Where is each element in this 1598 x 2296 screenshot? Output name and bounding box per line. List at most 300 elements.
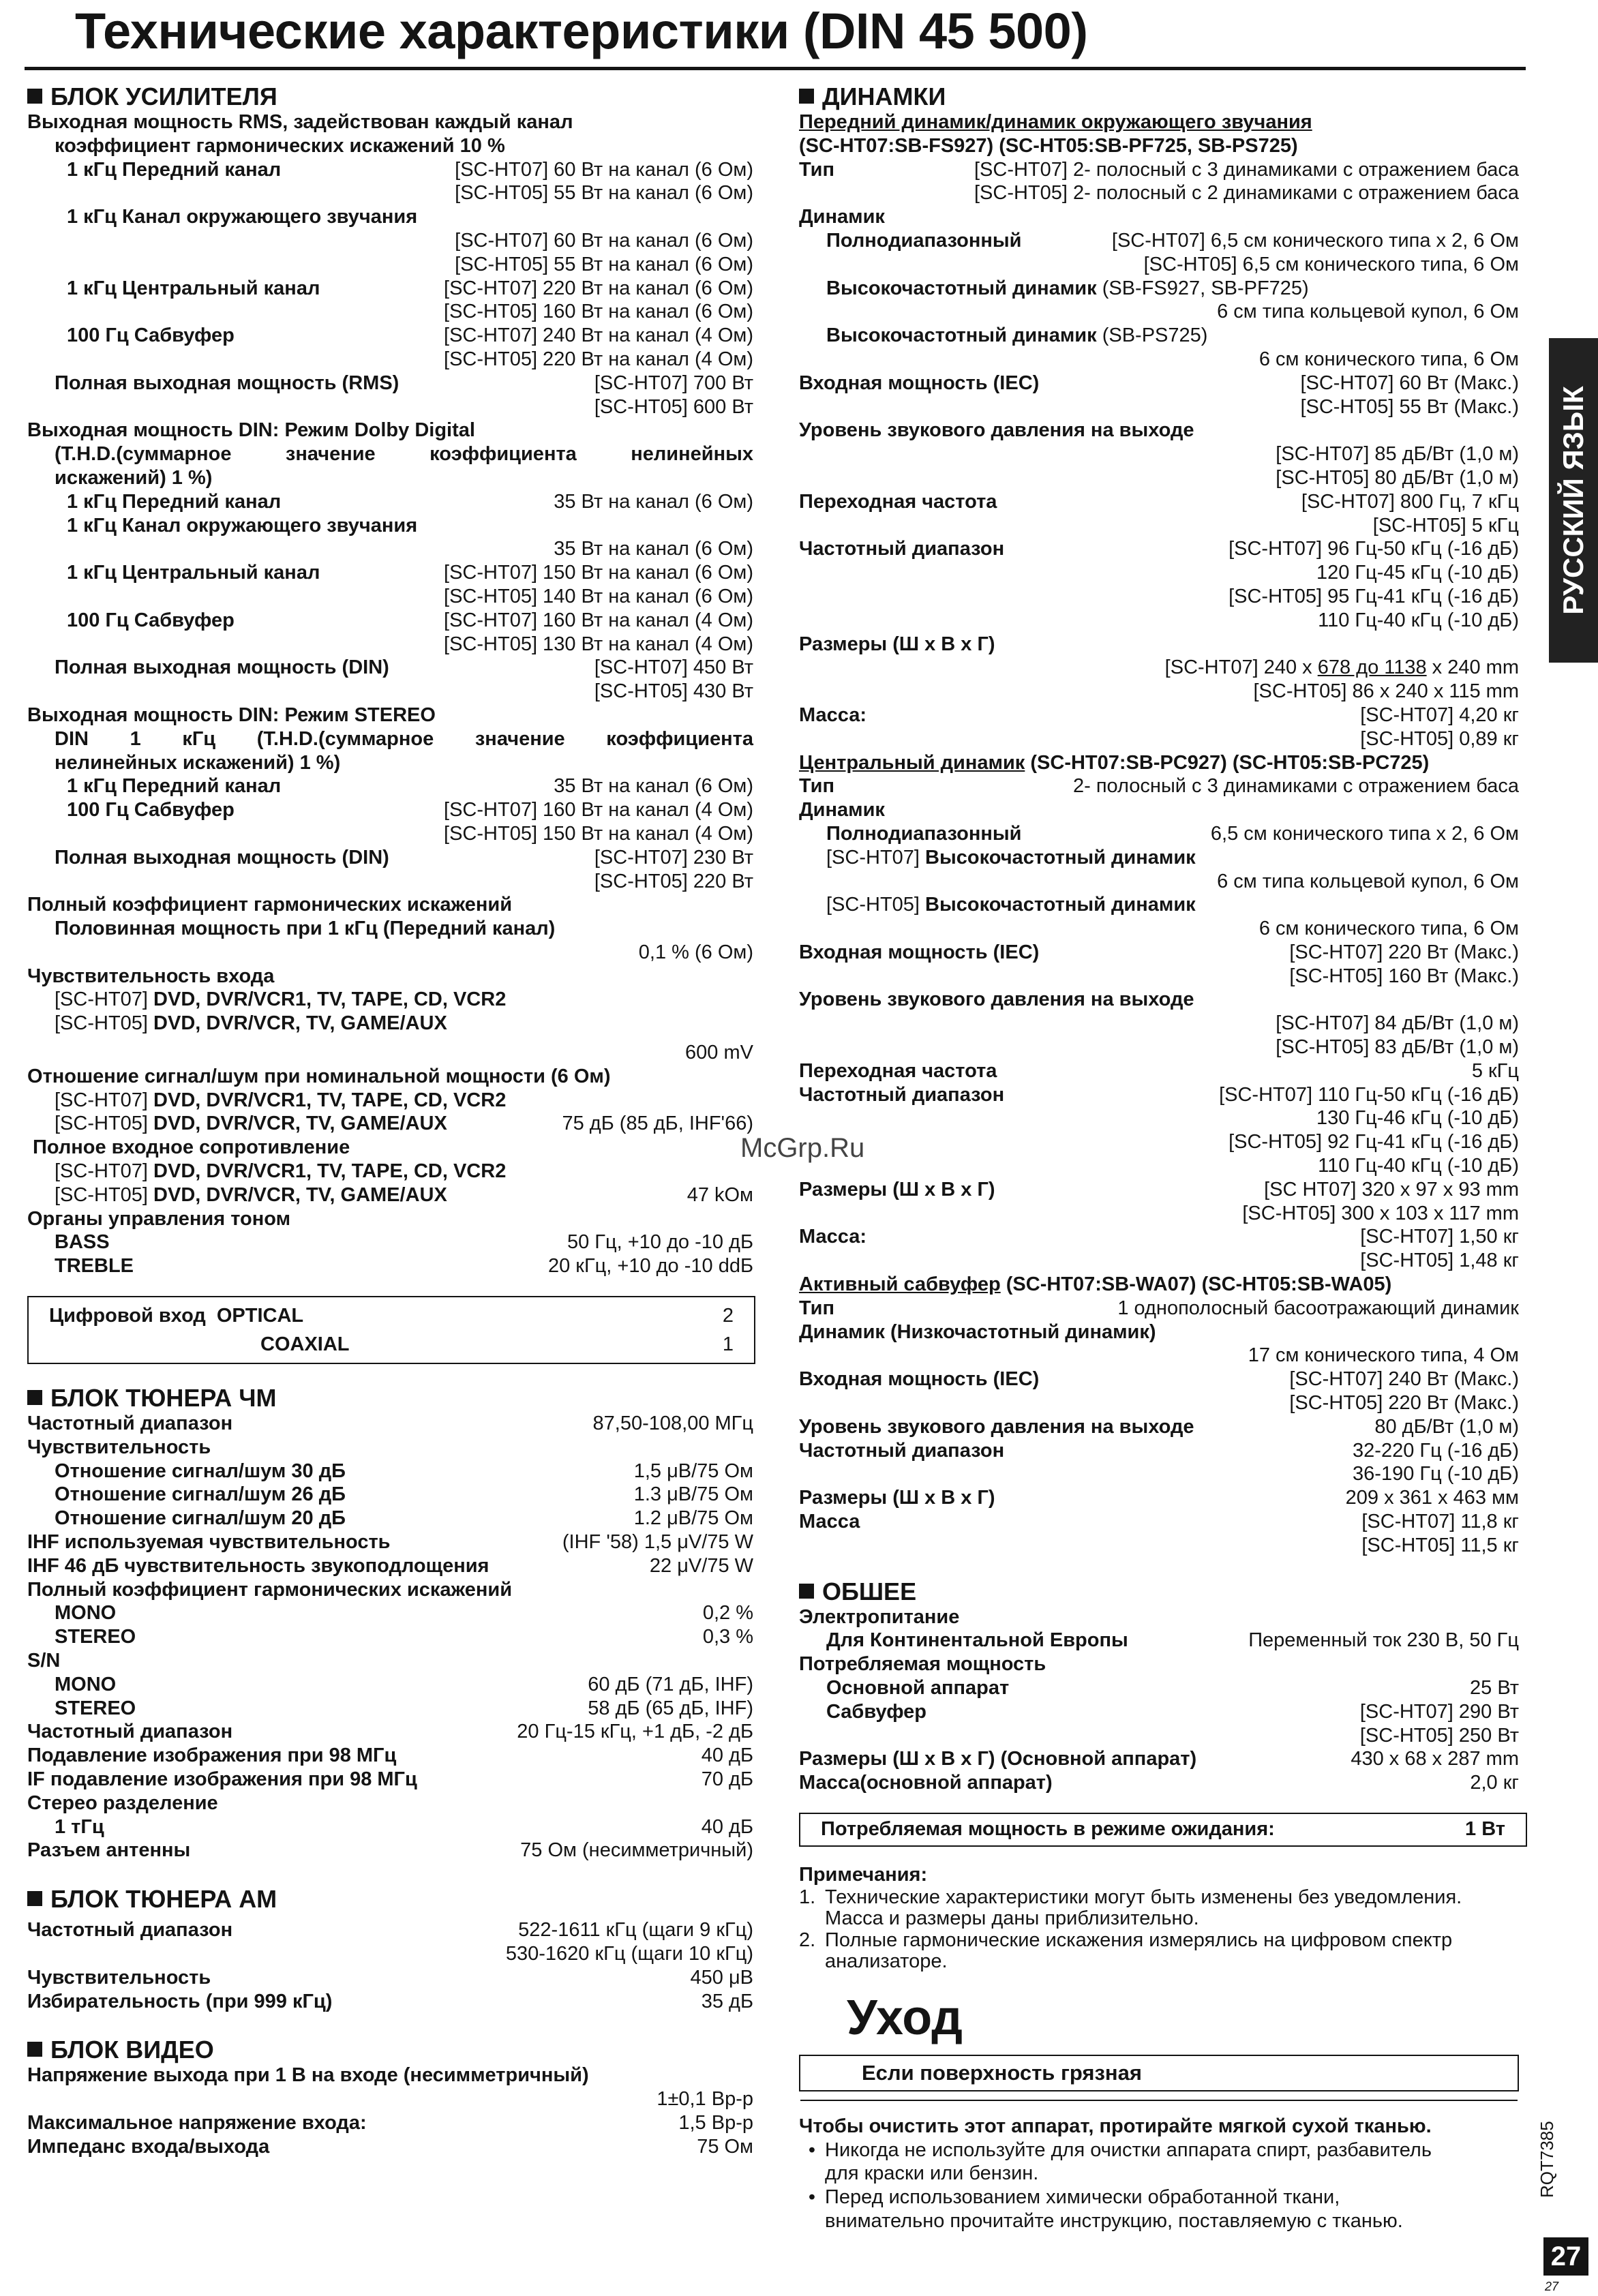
spec-value: 20 кГц, +10 до -10 ddБ bbox=[547, 1255, 753, 1278]
spec-value: 1±0,1 Вр-р bbox=[657, 2088, 753, 2111]
spec-value: 0,3 % bbox=[702, 1626, 753, 1648]
spec-row bbox=[27, 1230, 753, 1254]
spec-value: [SC-HT07] 230 Вт bbox=[594, 846, 753, 868]
spec-value: 2 bbox=[722, 1305, 734, 1327]
spec-value: 6 см типа кольцевой купол, 6 Ом bbox=[1217, 301, 1519, 323]
spec-row bbox=[27, 2111, 753, 2135]
spec-row bbox=[27, 1649, 753, 1673]
spec-label: IF подавление изображения при 98 МГц bbox=[27, 1768, 417, 1790]
spec-value: 120 Гц-45 кГц (-10 дБ) bbox=[1316, 562, 1519, 584]
spec-row bbox=[799, 917, 1519, 941]
spec-row bbox=[27, 372, 753, 395]
spec-value: [SC-HT05] 220 Вт (Макс.) bbox=[1289, 1392, 1519, 1415]
spec-label: Высокочастотный динамик bbox=[925, 846, 1196, 868]
spec-label: Подавление изображения при 98 МГц bbox=[27, 1744, 397, 1767]
spec-row: [SC-HT05] Высокочастотный динамик bbox=[826, 894, 1196, 916]
spec-row bbox=[27, 1839, 753, 1862]
spec-label: Цифровой вход bbox=[49, 1305, 206, 1327]
spec-label: Частотный диапазон bbox=[799, 538, 1005, 560]
spec-value: 6,5 см конического типа x 2, 6 Ом bbox=[1210, 822, 1519, 845]
spec-value: [SC-HT07] 96 Гц-50 кГц (-16 дБ) bbox=[1228, 538, 1519, 560]
spec-label: Полная выходная мощность (DIN) bbox=[55, 656, 389, 679]
spec-label: искажений) 1 %) bbox=[55, 466, 213, 489]
spec-row bbox=[27, 1436, 753, 1460]
page-title: Технические характеристики (DIN 45 500) bbox=[75, 3, 1088, 59]
spec-label: Тип bbox=[799, 158, 834, 181]
spec-row bbox=[27, 229, 753, 253]
speakers-title: ДИНАМКИ bbox=[799, 83, 1519, 110]
spec-label: IHF 46 дБ чувствительность звукоподлощения bbox=[27, 1554, 489, 1577]
spec-label: Избирательность (при 999 кГц) bbox=[27, 1990, 333, 2012]
standby-power-box: Потребляемая мощность в режиме ожидания: 1 Вт bbox=[799, 1813, 1527, 1847]
doc-code: RQT7385 bbox=[1537, 2121, 1557, 2198]
spec-value: [SC-HT05] 80 дБ/Вт (1,0 м) bbox=[1276, 466, 1519, 489]
spec-label: Отношение сигнал/шум 30 дБ bbox=[55, 1460, 346, 1482]
spec-label: DVD, DVR/VCR1, TV, TAPE, CD, VCR2 bbox=[153, 988, 507, 1011]
spec-value: 22 μV/75 W bbox=[649, 1554, 753, 1577]
spec-value: 600 mV bbox=[685, 1042, 753, 1064]
spec-label: Чувствительность bbox=[27, 1966, 211, 1989]
spec-row bbox=[799, 1059, 1519, 1083]
spec-label: 1 тГц bbox=[55, 1815, 104, 1838]
spec-value: [SC-HT05] 92 Гц-41 кГц (-16 дБ) bbox=[1228, 1131, 1519, 1153]
spec-row bbox=[799, 419, 1519, 442]
spec-row: [SC-HT05] DVD, DVR/VCR, TV, GAME/AUX bbox=[55, 1012, 447, 1035]
spec-row bbox=[27, 1815, 753, 1839]
spec-label: MONO bbox=[55, 1673, 117, 1695]
spec-label: Максимальное напряжение входа: bbox=[27, 2111, 367, 2134]
spec-value: [SC-HT07] 450 Вт bbox=[594, 656, 753, 679]
spec-label: Отношение сигнал/шум 20 дБ bbox=[55, 1507, 346, 1530]
spec-value: [SC-HT05] 55 Вт на канал (6 Ом) bbox=[455, 182, 753, 205]
spec-value: [SC-HT05] 160 Вт на канал (6 Ом) bbox=[444, 301, 753, 323]
spec-row bbox=[799, 1700, 1519, 1724]
spec-label: Отношение сигнал/шум при номинальной мощности (6 Ом) bbox=[27, 1065, 611, 1087]
spec-label: Переходная частота bbox=[799, 1059, 997, 1082]
spec-row bbox=[27, 1966, 753, 1990]
spec-row bbox=[799, 1083, 1519, 1107]
spec-label: для краски или бензин. bbox=[825, 2162, 1039, 2185]
care-bullet bbox=[799, 2139, 1519, 2162]
spec-row bbox=[799, 1747, 1519, 1771]
spec-row bbox=[799, 1676, 1519, 1700]
spec-row bbox=[799, 395, 1519, 419]
spec-row: [SC-HT07] DVD, DVR/VCR1, TV, TAPE, CD, VCR2 bbox=[55, 1160, 507, 1183]
spec-row bbox=[799, 1724, 1519, 1748]
spec-row bbox=[799, 1391, 1519, 1415]
spec-value: [SC-HT07] 2- полосный с 3 динамиками с отражением баса bbox=[974, 158, 1519, 181]
spec-row bbox=[27, 1254, 753, 1278]
spec-row bbox=[27, 633, 753, 656]
spec-row bbox=[49, 1330, 734, 1359]
spec-row bbox=[799, 1012, 1519, 1036]
spec-value: 80 дБ/Вт (1,0 м) bbox=[1374, 1415, 1519, 1438]
spec-value: [SC-HT07] 84 дБ/Вт (1,0 м) bbox=[1276, 1012, 1519, 1035]
am-tuner-title: БЛОК ТЮНЕРА АМ bbox=[27, 1886, 753, 1913]
fm-tuner-title: БЛОК ТЮНЕРА ЧМ bbox=[27, 1385, 753, 1412]
spec-row bbox=[799, 1605, 1519, 1629]
spec-row bbox=[799, 609, 1519, 633]
spec-row bbox=[27, 1554, 753, 1578]
spec-value: 20 Гц-15 кГц, +1 дБ, -2 дБ bbox=[517, 1721, 753, 1743]
bullet-square-icon bbox=[27, 1390, 42, 1405]
spec-label: Уровень звукового давления на выходе bbox=[799, 419, 1194, 442]
spec-value: 6 см конического типа, 6 Ом bbox=[1258, 918, 1519, 940]
spec-value: [SC-HT05] 140 Вт на канал (6 Ом) bbox=[444, 585, 753, 607]
spec-value: 40 дБ bbox=[701, 1815, 753, 1838]
spec-row bbox=[799, 941, 1519, 965]
spec-label: Масса: bbox=[799, 704, 867, 726]
spec-row bbox=[799, 1130, 1519, 1154]
spec-label: IHF используемая чувствительность bbox=[27, 1531, 391, 1554]
spec-row bbox=[27, 490, 753, 514]
spec-label: Электропитание bbox=[799, 1605, 960, 1628]
spec-value: 36-190 Гц (-10 дБ) bbox=[1353, 1463, 1519, 1485]
spec-label: Тип bbox=[799, 1297, 834, 1319]
spec-label: Полный коэффициент гармонических искажений bbox=[27, 894, 513, 916]
spec-value: 40 дБ bbox=[701, 1744, 753, 1767]
spec-row bbox=[799, 1771, 1519, 1795]
spec-label: Никогда не используйте для очистки аппарата спирт, разбавитель bbox=[825, 2139, 1432, 2161]
spec-row bbox=[27, 348, 753, 372]
spec-label: Масса: bbox=[799, 1226, 867, 1248]
spec-row bbox=[49, 1301, 734, 1330]
fm-tuner-section bbox=[27, 1385, 753, 1862]
care-subheading-box: Если поверхность грязная bbox=[799, 2055, 1519, 2091]
spec-label: Полное входное сопротивление bbox=[33, 1136, 350, 1159]
spec-row bbox=[27, 1990, 753, 2014]
spec-row bbox=[27, 917, 753, 941]
spec-value: 47 kOм bbox=[687, 1183, 753, 1206]
spec-row bbox=[799, 585, 1519, 609]
spec-row bbox=[27, 1530, 753, 1554]
spec-row bbox=[27, 395, 753, 419]
spec-row bbox=[27, 965, 753, 988]
spec-row bbox=[27, 1412, 753, 1436]
bullet-square-icon bbox=[799, 89, 814, 104]
spec-label: Частотный диапазон bbox=[27, 1413, 233, 1435]
am-tuner-section bbox=[27, 1886, 753, 2013]
spec-row bbox=[799, 1534, 1519, 1558]
spec-label: Масса(основной аппарат) bbox=[799, 1772, 1053, 1794]
spec-row bbox=[27, 419, 753, 442]
spec-label: анализаторе. bbox=[825, 1950, 948, 1973]
spec-row bbox=[799, 561, 1519, 585]
spec-value: [SC-HT05] 11,5 кг bbox=[1361, 1534, 1519, 1556]
spec-value: 430 x 68 x 287 mm bbox=[1351, 1748, 1519, 1770]
spec-value: [SC-HT05] 2- полосный с 2 динамиками с отражением баса bbox=[974, 182, 1519, 205]
spec-value: [SC-HT05] 220 Вт на канал (4 Ом) bbox=[444, 348, 753, 370]
spec-row bbox=[27, 466, 753, 490]
spec-value: 450 μВ bbox=[690, 1966, 753, 1989]
spec-label: (SC-HT07:SB-WA07) (SC-HT05:SB-WA05) bbox=[1006, 1273, 1392, 1296]
left-column bbox=[27, 83, 753, 2159]
spec-label: Полная выходная мощность (DIN) bbox=[55, 846, 389, 868]
spec-label: Полная выходная мощность (RMS) bbox=[55, 372, 400, 394]
spec-value: 35 дБ bbox=[701, 1990, 753, 2012]
spec-value: [SC-HT07] 220 Вт на канал (6 Ом) bbox=[444, 277, 753, 299]
spec-row bbox=[27, 1460, 753, 1483]
spec-row bbox=[27, 2135, 753, 2159]
spec-value: 35 Вт на канал (6 Ом) bbox=[554, 775, 753, 798]
spec-value: [SC-HT05] 83 дБ/Вт (1,0 м) bbox=[1276, 1036, 1519, 1059]
spec-label: Полнодиапазонный bbox=[826, 229, 1022, 252]
spec-row bbox=[799, 751, 1519, 775]
spec-label: Высокочастотный динамик bbox=[826, 277, 1097, 299]
spec-label bbox=[799, 2162, 825, 2186]
spec-label: Разъем антенны bbox=[27, 1839, 191, 1862]
spec-value: 87,50-108,00 МГц bbox=[592, 1413, 753, 1435]
spec-label: Тип bbox=[799, 775, 834, 798]
spec-value: 5 кГц bbox=[1471, 1059, 1519, 1082]
spec-row bbox=[799, 1439, 1519, 1463]
spec-value: [SC-HT05] 250 Вт bbox=[1359, 1724, 1519, 1747]
spec-row bbox=[799, 466, 1519, 490]
speakers-section bbox=[799, 83, 1519, 1558]
spec-label bbox=[799, 1951, 825, 1973]
spec-label: STEREO bbox=[55, 1626, 136, 1648]
spec-row bbox=[27, 1768, 753, 1792]
spec-row bbox=[27, 656, 753, 680]
spec-value: 32-220 Гц (-16 дБ) bbox=[1353, 1439, 1519, 1462]
spec-row: [SC-HT07] DVD, DVR/VCR1, TV, TAPE, CD, VCR2 bbox=[55, 1089, 507, 1111]
spec-row bbox=[27, 680, 753, 704]
spec-label: Масса и размеры даны приблизительно. bbox=[825, 1907, 1199, 1930]
spec-value: [SC-HT07] 220 Вт (Макс.) bbox=[1289, 941, 1519, 963]
spec-value: [SC-HT05] 0,89 кг bbox=[1360, 727, 1519, 750]
spec-row bbox=[27, 134, 753, 158]
spec-row bbox=[799, 988, 1519, 1012]
amplifier-title: БЛОК УСИЛИТЕЛЯ bbox=[27, 83, 753, 110]
video-title: БЛОК ВИДЕО bbox=[27, 2036, 753, 2064]
spec-value: 70 дБ bbox=[701, 1768, 753, 1790]
spec-row bbox=[27, 609, 753, 633]
spec-value: [SC-HT05] 220 Вт bbox=[594, 870, 753, 892]
spec-row bbox=[799, 798, 1519, 822]
spec-label: Уровень звукового давления на выходе bbox=[799, 988, 1194, 1011]
spec-value: [SC-HT07] 6,5 см конического типа x 2, 6 Ом bbox=[1111, 229, 1519, 252]
spec-label: MONO bbox=[55, 1602, 117, 1625]
spec-value: [SC-HT05] 600 Вт bbox=[594, 395, 753, 418]
spec-value: [SC-HT05] 160 Вт (Макс.) bbox=[1289, 965, 1519, 987]
spec-value: [SC-HT05] 1,48 кг bbox=[1360, 1250, 1519, 1272]
spec-label: DVD, DVR/VCR1, TV, TAPE, CD, VCR2 bbox=[153, 1160, 507, 1183]
spec-row bbox=[27, 1483, 753, 1507]
spec-value: 6 см типа кольцевой купол, 6 Ом bbox=[1217, 870, 1519, 892]
spec-value: 75 дБ (85 дБ, IHF'66) bbox=[562, 1113, 753, 1135]
spec-row: Высокочастотный динамик (SB-PS725) bbox=[826, 324, 1208, 347]
spec-label: 1. bbox=[799, 1886, 816, 1908]
spec-label: Динамик bbox=[799, 799, 885, 821]
spec-value: [SC-HT07] 240 Вт (Макс.) bbox=[1289, 1368, 1519, 1391]
spec-value: Переменный ток 230 В, 50 Гц bbox=[1248, 1629, 1519, 1652]
spec-label: Высокочастотный динамик bbox=[826, 324, 1097, 347]
spec-label: (SC-HT07:SB-PC927) (SC-HT05:SB-PC725) bbox=[1030, 751, 1430, 774]
spec-row bbox=[799, 134, 1519, 158]
rms-heading: Выходная мощность RMS, задействован каждый канал bbox=[27, 111, 573, 133]
spec-row bbox=[27, 822, 753, 846]
spec-row bbox=[27, 1942, 753, 1966]
spec-value: [SC-HT07] 290 Вт bbox=[1359, 1700, 1519, 1723]
spec-row bbox=[27, 1136, 753, 1160]
spec-row bbox=[27, 893, 753, 917]
spec-row bbox=[799, 1462, 1519, 1486]
spec-value: 522-1611 кГц (щаги 9 кГц) bbox=[518, 1919, 753, 1942]
spec-row bbox=[799, 1249, 1519, 1273]
spec-row bbox=[799, 1368, 1519, 1391]
spec-label: 100 Гц Сабвуфер bbox=[67, 324, 235, 347]
spec-label: Размеры (Ш x В x Г) bbox=[799, 1178, 995, 1200]
spec-row bbox=[27, 1697, 753, 1721]
spec-value: [SC-HT05] 95 Гц-41 кГц (-16 дБ) bbox=[1228, 585, 1519, 607]
spec-label: Частотный диапазон bbox=[27, 1721, 233, 1743]
spec-value: 1.2 μВ/75 Ом bbox=[633, 1507, 753, 1530]
spec-row bbox=[27, 514, 753, 538]
spec-row bbox=[27, 1720, 753, 1744]
spec-value: [SC-HT07] 240 Вт на канал (4 Ом) bbox=[444, 324, 753, 347]
spec-label: Чувствительность bbox=[27, 1436, 211, 1458]
spec-label: Стерео разделение bbox=[27, 1792, 218, 1814]
page-number: 27 bbox=[1543, 2237, 1588, 2276]
spec-row bbox=[27, 277, 753, 301]
spec-row bbox=[799, 774, 1519, 798]
spec-row bbox=[27, 205, 753, 229]
spec-value: [SC-HT05] 150 Вт на канал (4 Ом) bbox=[444, 822, 753, 845]
spec-label: COAXIAL bbox=[260, 1333, 350, 1356]
spec-row bbox=[27, 537, 753, 561]
spec-label: 1 кГц Центральный канал bbox=[67, 562, 320, 584]
spec-value: [SC-HT07] 4,20 кг bbox=[1360, 704, 1519, 726]
spec-row bbox=[799, 490, 1519, 514]
spec-label: Импеданс входа/выхода bbox=[27, 2135, 270, 2158]
spec-label: Выходная мощность DIN: Режим Dolby Digital bbox=[27, 419, 475, 442]
spec-value: [SC-HT05] 6,5 см конического типа, 6 Ом bbox=[1143, 253, 1519, 275]
spec-label: Размеры (Ш x В x Г) bbox=[799, 633, 995, 655]
spec-row bbox=[27, 1792, 753, 1815]
spec-row bbox=[799, 1652, 1519, 1676]
bullet-square-icon bbox=[27, 1891, 42, 1906]
spec-label: Размеры (Ш x В x Г) (Основной аппарат) bbox=[799, 1748, 1197, 1770]
spec-row bbox=[799, 300, 1519, 324]
spec-row bbox=[799, 537, 1519, 561]
spec-row: [SC-HT07] Высокочастотный динамик bbox=[826, 846, 1196, 868]
spec-label: Полный коэффициент гармонических искажений bbox=[27, 1578, 513, 1601]
spec-value: 58 дБ (65 дБ, IHF) bbox=[588, 1697, 753, 1719]
spec-row bbox=[799, 965, 1519, 988]
spec-label: 100 Гц Сабвуфер bbox=[67, 609, 235, 631]
spec-label: Технические характеристики могут быть изменены без уведомления. bbox=[825, 1886, 1462, 1908]
spec-label: Выходная мощность DIN: Режим STEREO bbox=[27, 704, 436, 726]
spec-label: 100 Гц Сабвуфер bbox=[67, 799, 235, 821]
spec-label: Органы управления тоном bbox=[27, 1207, 291, 1230]
spec-value: 25 Вт bbox=[1470, 1677, 1519, 1699]
spec-row bbox=[799, 348, 1519, 372]
spec-row bbox=[27, 300, 753, 324]
spec-value: [SC-HT05] 55 Вт (Макс.) bbox=[1300, 395, 1519, 418]
spec-label: Для Континентальной Европы bbox=[826, 1629, 1128, 1652]
spec-label: 1 кГц Центральный канал bbox=[67, 277, 320, 299]
title-rule bbox=[25, 67, 1526, 70]
spec-row bbox=[27, 1578, 753, 1602]
spec-label: TREBLE bbox=[55, 1255, 134, 1278]
spec-value: [SC-HT07] 110 Гц-50 кГц (-16 дБ) bbox=[1219, 1083, 1519, 1106]
spec-row bbox=[799, 442, 1519, 466]
spec-label: Примечания: bbox=[799, 1863, 928, 1886]
spec-value: 6 см конического типа, 6 Ом bbox=[1258, 348, 1519, 370]
spec-row bbox=[27, 1601, 753, 1625]
spec-value: 17 см конического типа, 4 Ом bbox=[1248, 1344, 1519, 1367]
spec-label: OPTICAL bbox=[216, 1305, 304, 1327]
spec-label: Основной аппарат bbox=[826, 1677, 1010, 1699]
watermark: McGrp.Ru bbox=[740, 1133, 865, 1163]
bullet-square-icon bbox=[27, 2042, 42, 2057]
spec-value: 0,2 % bbox=[702, 1602, 753, 1625]
spec-label: DVD, DVR/VCR, TV, GAME/AUX bbox=[153, 1183, 447, 1206]
spec-value: 110 Гц-40 кГц (-10 дБ) bbox=[1318, 1155, 1519, 1177]
spec-row bbox=[27, 704, 753, 727]
spec-label: DVD, DVR/VCR, TV, GAME/AUX bbox=[153, 1012, 447, 1035]
spec-label: S/N bbox=[27, 1650, 61, 1672]
digital-input-box bbox=[27, 1296, 755, 1364]
spec-label bbox=[799, 2209, 825, 2233]
spec-value: [SC-HT07] 11,8 кг bbox=[1361, 1511, 1519, 1533]
spec-label: Динамик (Низкочастотный динамик) bbox=[799, 1320, 1156, 1343]
spec-row bbox=[799, 229, 1519, 253]
spec-row: [SC-HT05] DVD, DVR/VCR, TV, GAME/AUX 47 kOм bbox=[55, 1183, 753, 1206]
spec-row bbox=[27, 585, 753, 609]
spec-value: [SC-HT07] 60 Вт (Макс.) bbox=[1300, 372, 1519, 394]
spec-label: • bbox=[808, 2139, 816, 2161]
spec-row bbox=[799, 205, 1519, 229]
spec-label: Центральный динамик bbox=[799, 751, 1025, 774]
spec-label: 2. bbox=[799, 1929, 816, 1951]
spec-value: 0,1 % (6 Ом) bbox=[638, 941, 753, 963]
spec-row: [SC-HT07] DVD, DVR/VCR1, TV, TAPE, CD, VCR2 bbox=[55, 988, 507, 1011]
spec-label: Уровень звукового давления на выходе bbox=[799, 1415, 1194, 1438]
spec-row bbox=[799, 704, 1519, 727]
spec-row bbox=[799, 822, 1519, 846]
spec-row bbox=[27, 1041, 753, 1065]
spec-label: Сабвуфер bbox=[826, 1700, 927, 1723]
spec-label: 1 кГц Канал окружающего звучания bbox=[67, 206, 418, 228]
spec-value: 1,5 μВ/75 Ом bbox=[633, 1460, 753, 1482]
spec-value: [SC HT07] 320 x 97 x 93 mm bbox=[1264, 1178, 1519, 1200]
spec-row bbox=[799, 1510, 1519, 1534]
spec-row bbox=[799, 1320, 1519, 1344]
spec-row bbox=[27, 2087, 753, 2111]
spec-row bbox=[27, 846, 753, 870]
spec-row bbox=[27, 1065, 753, 1089]
spec-label: Частотный диапазон bbox=[799, 1083, 1005, 1106]
spec-row bbox=[799, 1629, 1519, 1652]
spec-label: 1 кГц Передний канал bbox=[67, 158, 282, 181]
spec-value: [SC-HT05] 5 кГц bbox=[1372, 514, 1519, 537]
amplifier-section bbox=[27, 83, 753, 1278]
spec-row bbox=[799, 680, 1519, 704]
bullet-square-icon bbox=[799, 1584, 814, 1599]
spec-value: 1 однополосный басоотражающий динамик bbox=[1117, 1297, 1519, 1319]
spec-value: 2,0 кг bbox=[1470, 1772, 1519, 1794]
spec-row bbox=[799, 727, 1519, 751]
spec-row bbox=[799, 514, 1519, 538]
spec-label: Перед использованием химически обработанной ткани, bbox=[825, 2186, 1340, 2209]
spec-row bbox=[27, 1918, 753, 1942]
spec-value: 209 x 361 x 463 мм bbox=[1345, 1487, 1519, 1509]
spec-row bbox=[27, 181, 753, 205]
spec-value: [SC-HT07] 160 Вт на канал (4 Ом) bbox=[444, 799, 753, 821]
spec-value: 75 Ом bbox=[697, 2135, 753, 2158]
spec-row bbox=[799, 633, 1519, 656]
